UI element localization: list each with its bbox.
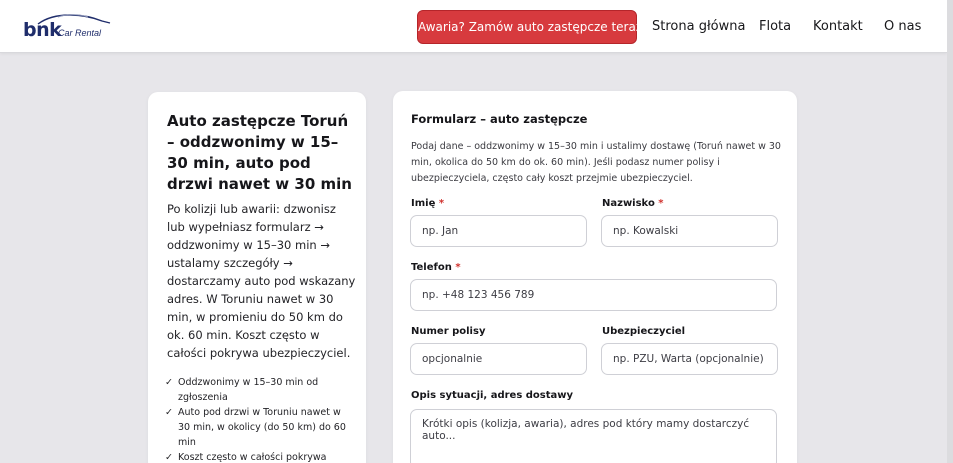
site-header — [0, 0, 947, 53]
last-name-label-text: Nazwisko — [602, 198, 655, 209]
required-mark: * — [658, 198, 664, 209]
logo-subtitle: Car Rental — [58, 28, 102, 38]
list-item — [165, 375, 355, 405]
policy-number-label: Numer polisy — [411, 326, 486, 337]
first-name-field[interactable] — [410, 215, 587, 247]
logo-text: bnk — [23, 19, 62, 41]
check-icon: ✓ — [165, 452, 173, 463]
info-description: Po kolizji lub awarii: dzwonisz lub wypełniasz formularz → oddzwonimy w 15–30 min → ustalamy szczegóły → dostarczamy auto pod wskazany adres. W Toruniu nawet w 30 min, w promieniu do 50 km do ok. 60 min. Koszt często w całości pokrywa ubezpieczyciel. — [167, 202, 356, 360]
policy-number-field[interactable] — [410, 343, 587, 375]
list-item-text: Oddzwonimy w 15–30 min od zgłoszenia — [178, 377, 319, 403]
phone-field[interactable] — [410, 279, 777, 311]
required-mark: * — [455, 262, 461, 273]
first-name-label-text: Imię — [411, 198, 436, 209]
info-card — [148, 92, 366, 463]
list-item-text: Auto pod drzwi w Toruniu nawet w 30 min, w okolicy (do 50 km) do 60 min — [178, 407, 346, 448]
nav-fleet[interactable]: Flota — [759, 19, 792, 34]
benefits-list — [165, 375, 355, 463]
check-icon: ✓ — [165, 377, 173, 388]
description-label: Opis sytuacji, adres dostawy — [411, 390, 574, 401]
last-name-label — [602, 198, 664, 209]
last-name-field[interactable] — [601, 215, 778, 247]
form-title: Formularz – auto zastępcze — [411, 112, 588, 126]
nav-contact[interactable]: Kontakt — [813, 19, 863, 34]
required-mark: * — [438, 198, 445, 209]
first-name-label — [411, 198, 444, 209]
insurer-field[interactable] — [601, 343, 778, 375]
order-replacement-car-button[interactable]: Awaria? Zamów auto zastępcze teraz — [417, 10, 637, 44]
nav-home[interactable]: Strona główna — [652, 19, 746, 34]
phone-label — [411, 262, 461, 273]
list-item-text: Koszt często w całości pokrywa — [178, 452, 327, 463]
check-icon: ✓ — [165, 407, 173, 418]
form-card — [393, 91, 797, 463]
form-intro: Podaj dane – oddzwonimy w 15–30 min i ustalimy dostawę (Toruń nawet w 30 min, okolica do 50 km do ok. 60 min). Jeśli podasz numer polisy i ubezpieczyciela, często cały koszt przejmie ubezpieczyciel. — [411, 141, 781, 184]
list-item — [165, 450, 355, 463]
page-scrollbar[interactable] — [947, 0, 953, 463]
list-item — [165, 405, 355, 450]
insurer-label: Ubezpieczyciel — [602, 326, 686, 337]
nav-about[interactable]: O nas — [884, 19, 922, 34]
phone-label-text: Telefon — [411, 262, 452, 273]
description-field[interactable] — [410, 409, 777, 463]
brand-logo[interactable] — [22, 13, 112, 41]
info-title: Auto zastępcze Toruń – oddzwonimy w 15–30 min, auto pod drzwi nawet w 30 min — [167, 112, 352, 193]
